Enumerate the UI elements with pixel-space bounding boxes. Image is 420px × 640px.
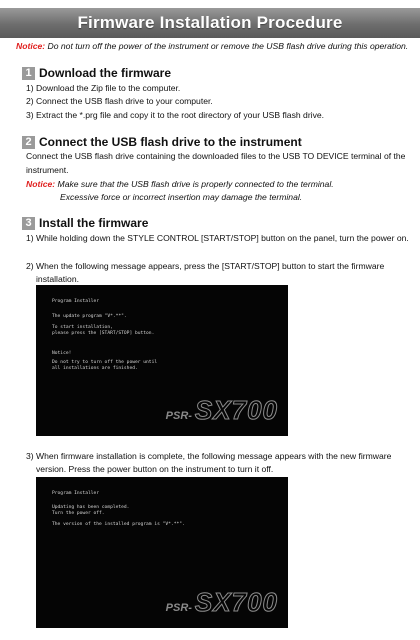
notice-label: Notice: bbox=[16, 41, 46, 51]
section-number-badge: 1 bbox=[22, 67, 35, 80]
section-title: Install the firmware bbox=[39, 216, 149, 230]
page-title: Firmware Installation Procedure bbox=[77, 13, 343, 32]
step-line: 3) Extract the *.prg file and copy it to the root directory of your USB flash drive. bbox=[26, 110, 325, 120]
model-prefix: PSR- bbox=[165, 410, 192, 422]
section-1-heading bbox=[22, 66, 171, 80]
notice-text: Do not turn off the power of the instrument or remove the USB flash drive during this operation. bbox=[47, 41, 409, 51]
screen-text: Program Installer bbox=[52, 491, 100, 496]
model-prefix: PSR- bbox=[165, 602, 192, 614]
screen-text: Program Installer bbox=[52, 299, 100, 304]
section-2-heading bbox=[22, 135, 302, 149]
section-title: Download the firmware bbox=[39, 66, 172, 80]
notice-label: Notice: bbox=[26, 179, 56, 189]
section-3-heading bbox=[22, 216, 148, 230]
screen-text: Do not try to turn off the power until bbox=[52, 360, 158, 365]
screen-text: Notice! bbox=[52, 351, 72, 356]
screen-text: Updating has been completed. bbox=[52, 505, 130, 510]
section-number-badge: 2 bbox=[22, 136, 35, 149]
model-logo bbox=[166, 395, 278, 426]
screen-text: The update program "V*.**". bbox=[52, 314, 127, 319]
step-line: version. Press the power button on the instrument to turn it off. bbox=[36, 464, 274, 474]
step-line: 2) When the following message appears, press the [START/STOP] button to start the firmware bbox=[26, 261, 385, 271]
screen-text: To start installation, bbox=[52, 325, 113, 330]
notice-text: Excessive force or incorrect insertion may damage the terminal. bbox=[60, 192, 303, 202]
screen-text: all installations are finished. bbox=[52, 366, 138, 371]
model-name: SX700 bbox=[194, 587, 278, 617]
title-bar bbox=[0, 8, 420, 38]
step-line: 1) While holding down the STYLE CONTROL [START/STOP] button on the panel, turn the power on. bbox=[26, 233, 409, 243]
section-title: Connect the USB flash drive to the instrument bbox=[39, 135, 302, 149]
body-line: instrument. bbox=[26, 165, 69, 175]
section-number-badge: 3 bbox=[22, 217, 35, 230]
screen-text: please press the [START/STOP] button. bbox=[52, 331, 155, 336]
section-2-notice bbox=[26, 179, 334, 190]
instrument-screen-complete bbox=[36, 477, 288, 628]
screen-text: Turn the power off. bbox=[52, 511, 105, 516]
model-name: SX700 bbox=[194, 395, 278, 425]
instrument-screen-start bbox=[36, 285, 288, 436]
body-line: Connect the USB flash drive containing the downloaded files to the USB TO DEVICE terminal of the bbox=[26, 151, 406, 161]
step-line: 2) Connect the USB flash drive to your computer. bbox=[26, 96, 213, 106]
step-line: 1) Download the Zip file to the computer. bbox=[26, 83, 181, 93]
step-line: installation. bbox=[36, 274, 79, 284]
notice-top bbox=[16, 41, 416, 51]
model-logo bbox=[166, 587, 278, 618]
screen-text: The version of the installed program is "V*.**". bbox=[52, 522, 185, 527]
notice-text: Make sure that the USB flash drive is properly connected to the terminal. bbox=[57, 179, 334, 189]
step-line: 3) When firmware installation is complete, the following message appears with the new firmware bbox=[26, 451, 392, 461]
